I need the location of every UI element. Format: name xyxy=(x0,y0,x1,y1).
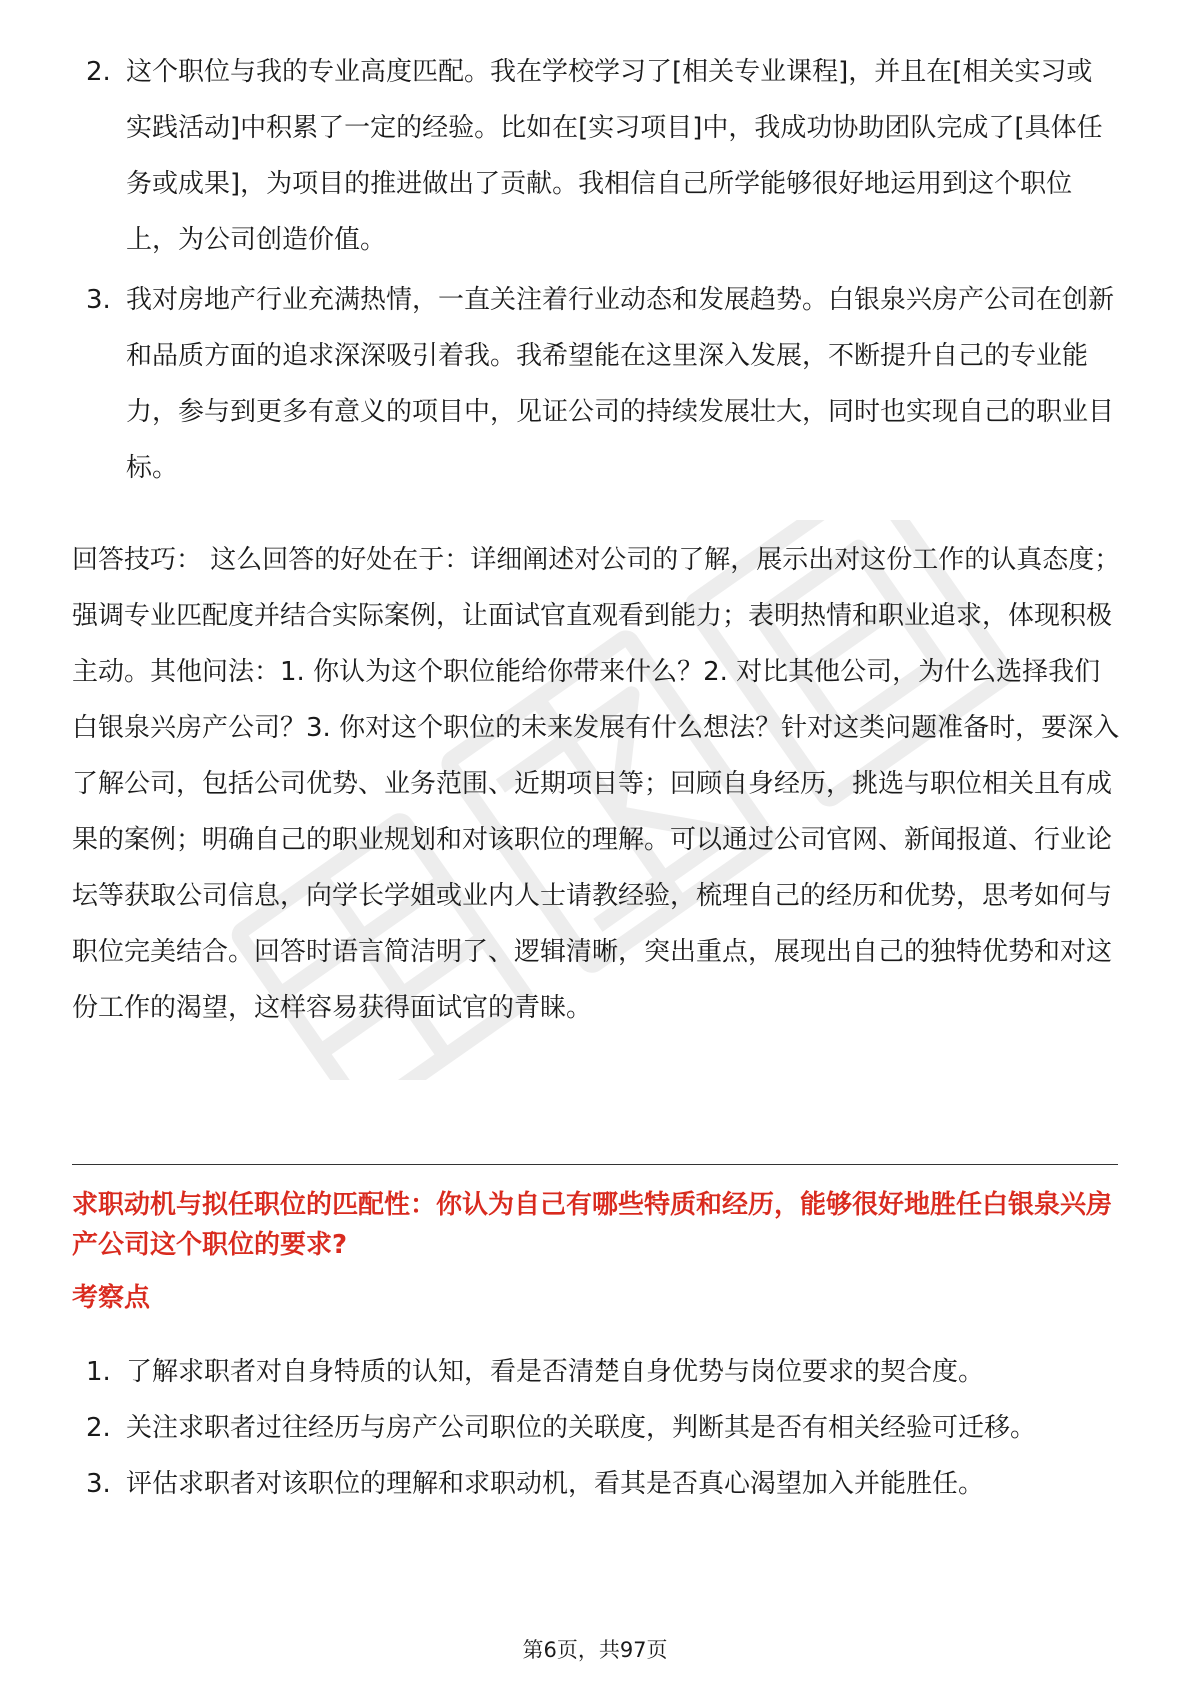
list-item xyxy=(0,272,1116,496)
list-item xyxy=(0,1344,1116,1400)
section-divider xyxy=(72,1164,1118,1165)
section-label: 考察点 xyxy=(72,1283,151,1313)
answer-tips-paragraph: 回答技巧： 这么回答的好处在于：详细阐述对公司的了解，展示出对这份工作的认真态度；强调专业匹配度并结合实际案例，让面试官直观看到能力；表明热情和职业追求，体现积极主动。其他问法：1. 你认为这个职位能给你带来什么？2. 对比其他公司，为什么选择我们白银泉兴房产公司？3. 你对这个职位的未来发展有什么想法？针对这类问题准备时，要深入了解公司，包括公司优势、业务范围、近期项目等；回顾自身经历，挑选与职位相关且有成果的案例；明确自己的职业规划和对该职位的理解。可以通过公司官网、新闻报道、行业论坛等获取公司信息，向学长学姐或业内人士请教经验，梳理自己的经历和优势，思考如何与职位完美结合。回答时语言简洁明了、逻辑清晰，突出重点，展现出自己的独特优势和对这份工作的渴望，这样容易获得面试官的青睐。 xyxy=(72,545,1121,1023)
page-number-footer: 第6页，共97页 xyxy=(522,1638,668,1662)
list-item-text: 我对房地产行业充满热情，一直关注着行业动态和发展趋势。白银泉兴房产公司在创新和品质方面的追求深深吸引着我。我希望能在这里深入发展，不断提升自己的专业能力，参与到更多有意义的项目中，见证公司的持续发展壮大，同时也实现自己的职业目标。 xyxy=(126,285,1115,483)
list-item-text: 这个职位与我的专业高度匹配。我在学校学习了[相关专业课程]，并且在[相关实习或实践活动]中积累了一定的经验。比如在[实习项目]中，我成功协助团队完成了[具体任务或成果]，为项目的推进做出了贡献。我相信自己所学能够很好地运用到这个职位上，为公司创造价值。 xyxy=(126,57,1103,255)
list-item-number: 3. xyxy=(86,1469,111,1499)
list-item-text: 关注求职者过往经历与房产公司职位的关联度，判断其是否有相关经验可迁移。 xyxy=(126,1413,1037,1443)
list-item-number: 1. xyxy=(86,1357,111,1387)
list-item-text: 了解求职者对自身特质的认知，看是否清楚自身优势与岗位要求的契合度。 xyxy=(126,1357,985,1387)
list-item xyxy=(0,1456,1116,1512)
list-item xyxy=(0,1400,1116,1456)
list-item-number: 2. xyxy=(86,57,111,87)
list-item-number: 3. xyxy=(86,285,111,315)
list-item xyxy=(0,44,1116,268)
list-item-text: 评估求职者对该职位的理解和求职动机，看其是否真心渴望加入并能胜任。 xyxy=(126,1469,985,1499)
question-heading: 求职动机与拟任职位的匹配性：你认为自己有哪些特质和经历，能够很好地胜任白银泉兴房产公司这个职位的要求? xyxy=(72,1190,1113,1260)
list-item-number: 2. xyxy=(86,1413,111,1443)
answer-list xyxy=(0,44,1116,496)
check-points-list xyxy=(0,1344,1116,1512)
